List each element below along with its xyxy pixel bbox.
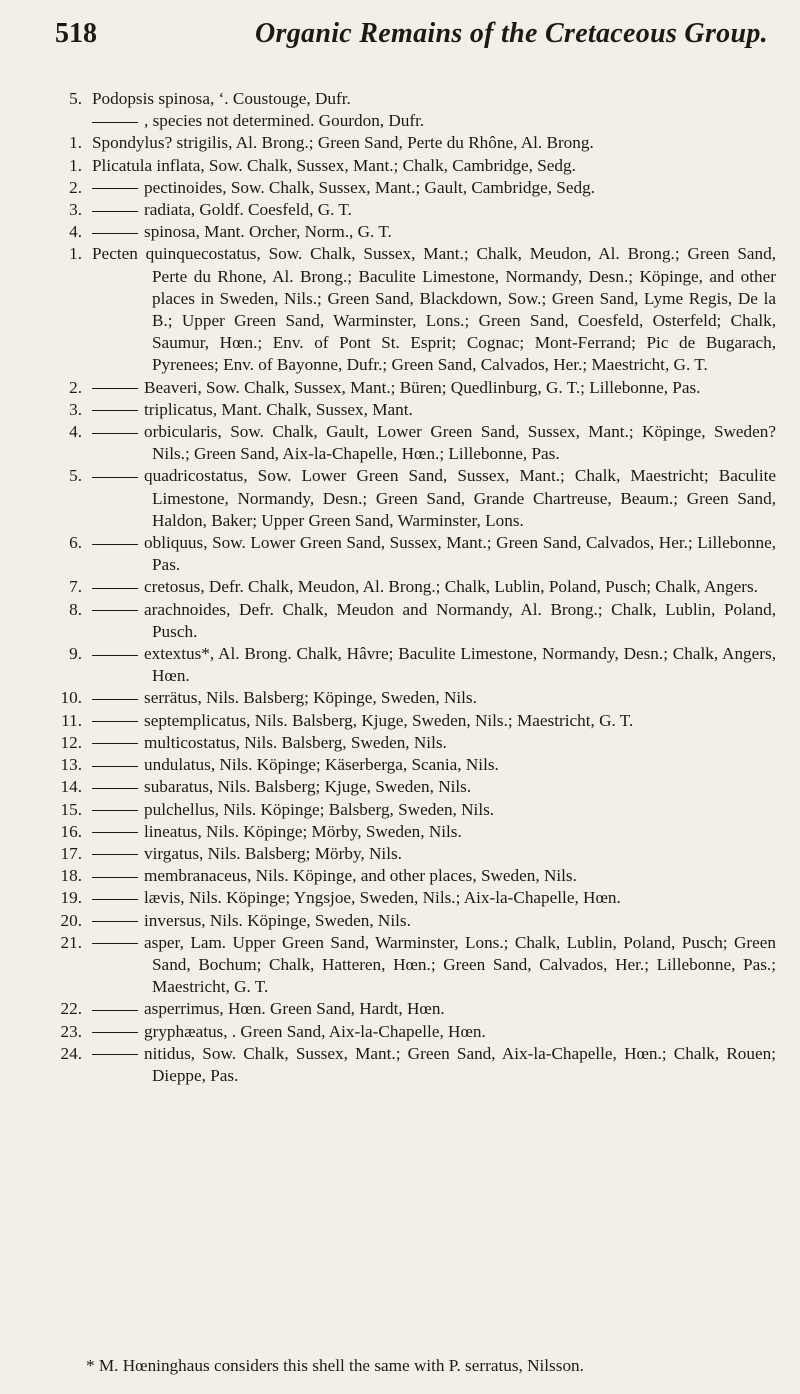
entry-number: 20. [60,910,82,930]
entry-number: 10. [60,688,82,708]
entry-number: 13. [60,755,82,775]
list-item [48,687,776,709]
entry-text [92,110,776,132]
entry-body: asper, Lam. Upper Green Sand, Warminster, Lons.; Chalk, Lublin, Poland, Pusch; Green Sand, Bochum; Chalk, Hatteren, Hœn.; Green Sand, Calvados, Her.; Lillebonne, Pas.; Maestricht, G. T. [144,932,776,997]
entry-number: 23. [60,1021,82,1041]
ditto-dash [92,410,138,411]
ditto-dash [92,1054,138,1055]
entry-text [92,221,776,243]
entry-number: 1. [69,244,82,264]
list-item [48,643,776,687]
entry-body: lævis, Nils. Köpinge; Yngsjoe, Sweden, Nils.; Aix-la-Chapelle, Hœn. [144,888,621,908]
entry-text [92,799,776,821]
entry-text [92,910,776,932]
list-item [48,421,776,465]
ditto-dash [92,211,138,212]
ditto-dash [92,766,138,767]
ditto-dash [92,544,138,545]
ditto-dash [92,477,138,478]
entry-number: 21. [60,932,82,952]
list-item [48,910,776,932]
entry-body: membranaceus, Nils. Köpinge, and other places, Sweden, Nils. [144,866,577,886]
entry-text [92,754,776,776]
ditto-dash [92,699,138,700]
entry-number: 18. [60,866,82,886]
ditto-dash [92,433,138,434]
entry-number: 7. [69,577,82,597]
entry-body: quadricostatus, Sow. Lower Green Sand, Sussex, Mant.; Chalk, Maestricht; Baculite Limestone, Normandy, Desn.; Green Sand, Grande Chartreuse, Beaum.; Green Sand, Haldon, Baker; Upper Green Sand, Warminster, Lons. [144,466,776,530]
page-number: 518 [55,18,97,49]
entry-number: 1. [69,133,82,153]
ditto-dash [92,388,138,389]
entry-text [92,710,776,732]
entry-number: 4. [69,422,82,442]
list-item [48,155,776,177]
entry-number: 22. [60,999,82,1019]
entry-number: 3. [69,200,82,220]
entry-body: Podopsis spinosa, ‘. Coustouge, Dufr. [92,89,351,108]
ditto-dash [92,854,138,855]
ditto-dash [92,743,138,744]
list-item [48,821,776,843]
entry-text [92,821,776,843]
entry-body: septemplicatus, Nils. Balsberg, Kjuge, Sweden, Nils.; Maestricht, G. T. [144,710,634,730]
list-item [48,177,776,199]
entry-body: triplicatus, Mant. Chalk, Sussex, Mant. [144,399,413,419]
entry-body: extextus*, Al. Brong. Chalk, Hâvre; Baculite Limestone, Normandy, Desn.; Chalk, Angers, Hœn. [144,644,776,686]
entry-body: undulatus, Nils. Köpinge; Käserberga, Scania, Nils. [144,755,499,775]
entry-number: 1. [69,155,82,175]
list-item [48,799,776,821]
entry-body: lineatus, Nils. Köpinge; Mörby, Sweden, Nils. [144,821,462,841]
list-item [48,576,776,598]
entry-body: Pecten quinquecostatus, Sow. Chalk, Sussex, Mant.; Chalk, Meudon, Al. Brong.; Green Sand, Perte du Rhone, Al. Brong.; Baculite Limestone, Normandy, Desn.; Köpinge, and other places in Sweden, Nils.; Green Sand, Blackdown, Sow.; Green Sand, Lyme Regis, De la B.; Upper Green Sand, Warminster, Lons.; Green Sand, Coesfeld, Osterfeld; Chalk, Saumur, Hœn.; Env. of Pont St. Esprit; Cognac; Mont-Ferrand; Pic de Bugarach, Pyrenees; Env. of Bayonne, Dufr.; Green Sand, Calvados, Her.; Maestricht, G. T. [92,244,776,375]
entry-number: 2. [69,177,82,197]
ditto-dash [92,610,138,611]
ditto-dash [92,122,138,123]
entry-number: 24. [60,1043,82,1063]
entry-text [92,377,776,399]
list-item [48,110,776,132]
entry-number: 14. [60,777,82,797]
running-title: Organic Remains of the Cretaceous Group. [255,18,768,49]
entry-body: asperrimus, Hœn. Green Sand, Hardt, Hœn. [144,999,445,1019]
entry-number: 12. [60,732,82,752]
entry-number: 15. [60,799,82,819]
entry-body: multicostatus, Nils. Balsberg, Sweden, Nils. [144,732,447,752]
footnote: * M. Hœninghaus considers this shell the same with P. serratus, Nilsson. [86,1356,584,1375]
list-item [48,1043,776,1087]
page-header [55,18,775,62]
list-item [48,998,776,1020]
entry-text [92,599,776,643]
list-item [48,88,776,110]
ditto-dash [92,721,138,722]
list-item [48,710,776,732]
entry-text [92,576,776,598]
list-item [48,865,776,887]
entry-text [92,421,776,465]
entry-number: 6. [69,533,82,553]
entry-text [92,199,776,221]
entry-body: virgatus, Nils. Balsberg; Mörby, Nils. [144,843,402,863]
ditto-dash [92,655,138,656]
ditto-dash [92,832,138,833]
list-item [48,377,776,399]
ditto-dash [92,943,138,944]
entry-text [92,399,776,421]
entry-body: Spondylus? strigilis, Al. Brong.; Green Sand, Perte du Rhône, Al. Brong. [92,133,594,153]
entry-number: 16. [60,821,82,841]
list-item [48,754,776,776]
list-item [48,399,776,421]
entry-body: Beaveri, Sow. Chalk, Sussex, Mant.; Büren; Quedlinburg, G. T.; Lillebonne, Pas. [144,377,701,397]
entry-text [92,1043,776,1087]
entry-body: pectinoides, Sow. Chalk, Sussex, Mant.; Gault, Cambridge, Sedg. [144,177,595,197]
ditto-dash [92,188,138,189]
entry-text [92,643,776,687]
ditto-dash [92,1032,138,1033]
list-item [48,932,776,999]
entry-number: 2. [69,377,82,397]
entry-body: cretosus, Defr. Chalk, Meudon, Al. Brong.; Chalk, Lublin, Poland, Pusch; Chalk, Angers. [144,577,758,597]
entry-text [92,88,776,110]
entry-text [92,1021,776,1043]
entry-body: nitidus, Sow. Chalk, Sussex, Mant.; Green Sand, Aix-la-Chapelle, Hœn.; Chalk, Rouen; Dieppe, Pas. [144,1043,776,1085]
entry-body: , species not determined. Gourdon, Dufr. [144,111,425,131]
entry-body: orbicularis, Sow. Chalk, Gault, Lower Green Sand, Sussex, Mant.; Köpinge, Sweden? Nils.; Green Sand, Aix-la-Chapelle, Hœn.; Lillebonne, Pas. [144,422,776,464]
list-item [48,887,776,909]
entry-text [92,843,776,865]
entry-text [92,532,776,576]
entry-text [92,687,776,709]
entry-text [92,932,776,999]
ditto-dash [92,788,138,789]
entry-body: inversus, Nils. Köpinge, Sweden, Nils. [144,910,411,930]
list-item [48,243,776,376]
entry-text [92,887,776,909]
entry-body: radiata, Goldf. Coesfeld, G. T. [144,200,352,220]
list-item [48,132,776,154]
ditto-dash [92,899,138,900]
entry-number: 11. [61,710,82,730]
entry-body: Plicatula inflata, Sow. Chalk, Sussex, Mant.; Chalk, Cambridge, Sedg. [92,155,576,175]
list-item [48,599,776,643]
species-list [48,88,776,1087]
entry-number: 4. [69,222,82,242]
list-item [48,532,776,576]
list-item [48,732,776,754]
entry-number: 9. [69,644,82,664]
entry-number: 5. [69,89,82,108]
ditto-dash [92,921,138,922]
entry-text [92,732,776,754]
entry-number: 19. [60,888,82,908]
list-item [48,199,776,221]
list-item [48,776,776,798]
entry-number: 5. [69,466,82,486]
entry-body: subaratus, Nils. Balsberg; Kjuge, Sweden, Nils. [144,777,472,797]
entry-number: 17. [60,843,82,863]
entry-text [92,465,776,532]
entry-text [92,155,776,177]
entry-body: spinosa, Mant. Orcher, Norm., G. T. [144,222,392,242]
ditto-dash [92,877,138,878]
list-item [48,465,776,532]
entry-body: gryphæatus, . Green Sand, Aix-la-Chapelle, Hœn. [144,1021,486,1041]
ditto-dash [92,588,138,589]
ditto-dash [92,233,138,234]
entry-text [92,776,776,798]
entry-text [92,177,776,199]
entry-body: arachnoides, Defr. Chalk, Meudon and Normandy, Al. Brong.; Chalk, Lublin, Poland, Pusch. [144,599,776,641]
entry-body: pulchellus, Nils. Köpinge; Balsberg, Sweden, Nils. [144,799,495,819]
entry-number: 3. [69,399,82,419]
entry-text [92,998,776,1020]
entry-text [92,865,776,887]
entry-text [92,243,776,376]
entry-text [92,132,776,154]
entry-body: obliquus, Sow. Lower Green Sand, Sussex, Mant.; Green Sand, Calvados, Her.; Lillebonne, Pas. [144,533,776,575]
list-item [48,1021,776,1043]
entry-body: serrätus, Nils. Balsberg; Köpinge, Sweden, Nils. [144,688,477,708]
entry-number: 8. [69,599,82,619]
ditto-dash [92,810,138,811]
list-item [48,843,776,865]
ditto-dash [92,1010,138,1011]
list-item [48,221,776,243]
